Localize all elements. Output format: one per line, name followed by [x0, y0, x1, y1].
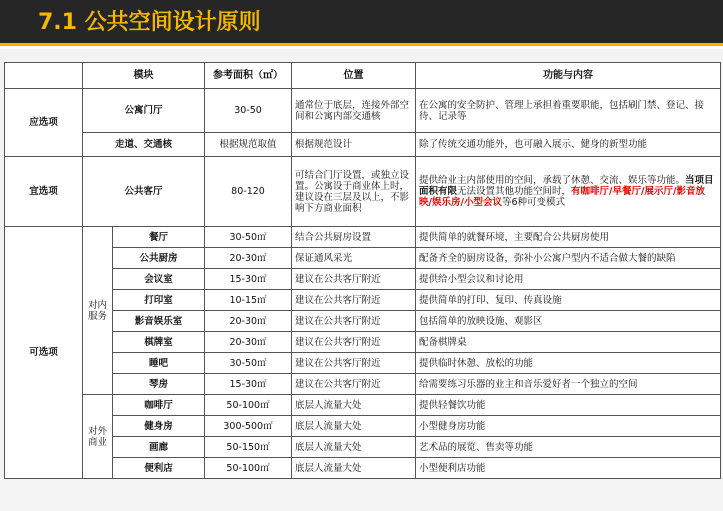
- function-cell: 提供简单的打印、复印、传真设施: [416, 290, 721, 311]
- area-cell: 15-30㎡: [205, 374, 292, 395]
- module-cell: 睡吧: [113, 353, 205, 374]
- table-row: [5, 374, 721, 395]
- location-cell: 建议在公共客厅附近: [292, 311, 416, 332]
- area-cell: 300-500㎡: [205, 416, 292, 437]
- module-cell: 打印室: [113, 290, 205, 311]
- module-cell: 便利店: [113, 458, 205, 479]
- subgroup-external: 对外商业: [83, 395, 113, 479]
- page-title: 7.1 公共空间设计原则: [38, 10, 261, 35]
- function-cell: 小型健身房功能: [416, 416, 721, 437]
- module-cell: 画廊: [113, 437, 205, 458]
- table-row: [5, 458, 721, 479]
- table-row: [5, 248, 721, 269]
- area-cell: 80-120: [205, 157, 292, 227]
- area-cell: 20-30㎡: [205, 332, 292, 353]
- table-row: [5, 395, 721, 416]
- location-cell: 底层人流量大处: [292, 395, 416, 416]
- table-row: [5, 89, 721, 133]
- location-cell: 底层人流量大处: [292, 416, 416, 437]
- function-cell: 配备棋牌桌: [416, 332, 721, 353]
- table-row: [5, 157, 721, 227]
- table-row: [5, 269, 721, 290]
- table-row: [5, 437, 721, 458]
- function-text: 提供给业主内部使用的空间，承载了休憩、交流、娱乐等功能。: [419, 175, 686, 186]
- table-row: [5, 311, 721, 332]
- table-header-row: [5, 63, 721, 89]
- design-principles-table: [4, 62, 721, 479]
- module-cell: 公寓门厅: [83, 89, 205, 133]
- function-text: 等6种可变模式: [501, 197, 565, 208]
- location-cell: 底层人流量大处: [292, 458, 416, 479]
- function-cell: 配备齐全的厨房设备，弥补小公寓户型内不适合做大餐的缺陷: [416, 248, 721, 269]
- area-cell: 30-50: [205, 89, 292, 133]
- location-cell: 通常位于底层，连接外部空间和公寓内部交通核: [292, 89, 416, 133]
- table-row: [5, 416, 721, 437]
- function-modes: 有咖啡厅/早餐厅/展示厅/影音放映/娱乐房/小型会议: [419, 186, 705, 208]
- category-optional: 可选项: [5, 227, 83, 479]
- area-cell: 10-15㎡: [205, 290, 292, 311]
- function-cell: 提供给小型会议和讨论用: [416, 269, 721, 290]
- header-module: 模块: [83, 63, 205, 89]
- area-cell: 根据规范取值: [205, 133, 292, 157]
- table-row: [5, 353, 721, 374]
- function-cell: 给需要练习乐器的业主和音乐爱好者一个独立的空间: [416, 374, 721, 395]
- location-cell: 建议在公共客厅附近: [292, 290, 416, 311]
- category-suitable: 宜选项: [5, 157, 83, 227]
- subgroup-internal: 对内服务: [83, 227, 113, 395]
- location-cell: 保证通风采光: [292, 248, 416, 269]
- header-function: 功能与内容: [416, 63, 721, 89]
- module-cell: 健身房: [113, 416, 205, 437]
- category-required: 应选项: [5, 89, 83, 157]
- area-cell: 50-100㎡: [205, 458, 292, 479]
- header-location: 位置: [292, 63, 416, 89]
- area-cell: 20-30㎡: [205, 248, 292, 269]
- location-cell: 建议在公共客厅附近: [292, 332, 416, 353]
- function-cell: 提供临时休憩、放松的功能: [416, 353, 721, 374]
- location-cell: 根据规范设计: [292, 133, 416, 157]
- function-cell: 在公寓的安全防护、管理上承担着重要职能，包括刷门禁、登记、接待、记录等: [416, 89, 721, 133]
- table-row: [5, 290, 721, 311]
- module-cell: 棋牌室: [113, 332, 205, 353]
- location-cell: 可结合门厅设置，或独立设置。公寓设于商业体上时，建议设在三层及以上，不影响下方商业面积: [292, 157, 416, 227]
- module-cell: 公共客厅: [83, 157, 205, 227]
- area-cell: 20-30㎡: [205, 311, 292, 332]
- function-cell: 提供简单的就餐环境，主要配合公共厨房使用: [416, 227, 721, 248]
- area-cell: 50-150㎡: [205, 437, 292, 458]
- table-row: [5, 227, 721, 248]
- area-cell: 30-50㎡: [205, 353, 292, 374]
- module-cell: 琴房: [113, 374, 205, 395]
- module-cell: 餐厅: [113, 227, 205, 248]
- function-cell: 包括简单的放映设施、观影区: [416, 311, 721, 332]
- function-cell: 小型便利店功能: [416, 458, 721, 479]
- area-cell: 15-30㎡: [205, 269, 292, 290]
- area-cell: 50-100㎡: [205, 395, 292, 416]
- function-highlight: 当项目面积有限: [419, 175, 714, 197]
- header-bar: [0, 0, 723, 46]
- function-cell: [416, 157, 721, 227]
- function-cell: 艺术品的展览、售卖等功能: [416, 437, 721, 458]
- location-cell: 建议在公共客厅附近: [292, 374, 416, 395]
- location-cell: 建议在公共客厅附近: [292, 353, 416, 374]
- table-row: [5, 133, 721, 157]
- table-row: [5, 332, 721, 353]
- module-cell: 影音娱乐室: [113, 311, 205, 332]
- location-cell: 底层人流量大处: [292, 437, 416, 458]
- location-cell: 建议在公共客厅附近: [292, 269, 416, 290]
- function-cell: 除了传统交通功能外，也可融入展示、健身的新型功能: [416, 133, 721, 157]
- module-cell: 咖啡厅: [113, 395, 205, 416]
- function-cell: 提供轻餐饮功能: [416, 395, 721, 416]
- area-cell: 30-50㎡: [205, 227, 292, 248]
- module-cell: 走道、交通核: [83, 133, 205, 157]
- module-cell: 会议室: [113, 269, 205, 290]
- header-blank: [5, 63, 83, 89]
- module-cell: 公共厨房: [113, 248, 205, 269]
- header-area: 参考面积（㎡）: [205, 63, 292, 89]
- location-cell: 结合公共厨房设置: [292, 227, 416, 248]
- function-text: 无法设置其他功能空间时，: [457, 186, 572, 197]
